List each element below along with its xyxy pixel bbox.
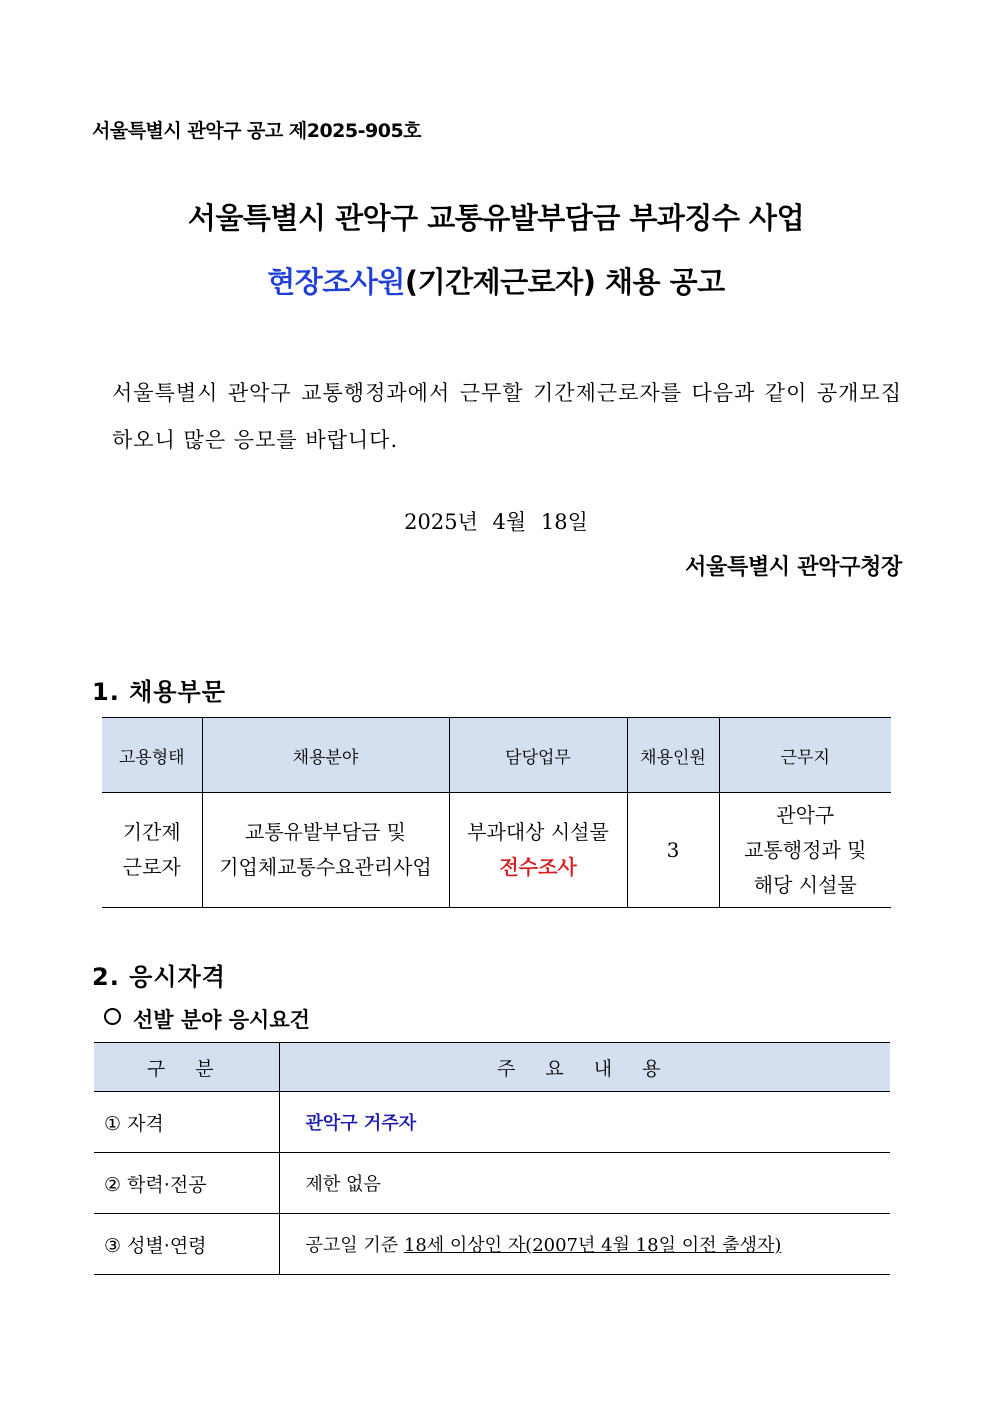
row-key: ③ 성별·연령 (94, 1214, 279, 1275)
title-rest: (기간제근로자) 채용 공고 (404, 265, 725, 299)
row-value (279, 1214, 890, 1275)
table-row (94, 1153, 890, 1214)
intro-paragraph: 서울특별시 관악구 교통행정과에서 근무할 기간제근로자를 다음과 같이 공개모집하오니 많은 응모를 바랍니다. (112, 381, 902, 452)
title-highlight: 현장조사원 (267, 265, 405, 299)
recruitment-table (102, 717, 891, 908)
header-duty: 담당업무 (449, 718, 627, 793)
page-title-line2 (0, 260, 992, 301)
issuer: 서울특별시 관악구청장 (685, 555, 902, 580)
cell-text: 근로자 (122, 855, 181, 879)
qualification-value: 관악구 거주자 (305, 1113, 417, 1134)
cell-text: 관악구 (776, 802, 835, 827)
page-title-line1: 서울특별시 관악구 교통유발부담금 부과징수 사업 (187, 201, 805, 235)
row-key: ② 학력·전공 (94, 1153, 279, 1214)
header-field: 채용분야 (202, 718, 449, 793)
section1-heading: 1. 채용부문 (92, 678, 226, 706)
duty-highlight: 전수조사 (499, 855, 577, 879)
table-header-row (94, 1043, 890, 1092)
header-workplace: 근무지 (719, 718, 891, 793)
notice-date: 2025년 4월 18일 (404, 510, 588, 534)
cell-text: 교통유발부담금 및 (245, 820, 406, 844)
qualification-table (94, 1042, 890, 1275)
cell-employment-type (102, 793, 202, 908)
section2-heading: 2. 응시자격 (92, 963, 226, 991)
header-count: 채용인원 (627, 718, 719, 793)
subheading (104, 1004, 310, 1034)
cell-text: 해당 시설물 (753, 872, 857, 897)
cell-duty (449, 793, 627, 908)
cell-count: 3 (627, 793, 719, 908)
cell-field (202, 793, 449, 908)
table-row (102, 793, 891, 908)
subheading-text: 선발 분야 응시요건 (133, 1007, 310, 1032)
header-category: 구 분 (94, 1043, 279, 1092)
table-row (94, 1214, 890, 1275)
row-key: ① 자격 (94, 1092, 279, 1153)
cell-text: 부과대상 시설물 (467, 820, 609, 844)
cell-text: 기간제 (122, 820, 181, 844)
cell-workplace (719, 793, 891, 908)
notice-number: 서울특별시 관악구 공고 제2025-905호 (92, 120, 422, 142)
table-row (94, 1092, 890, 1153)
cell-text: 기업체교통수요관리사업 (219, 855, 432, 879)
header-employment-type: 고용형태 (102, 718, 202, 793)
circle-bullet-icon (104, 1008, 121, 1025)
table-header-row (102, 718, 891, 793)
cell-text: 교통행정과 및 (744, 837, 867, 862)
header-content: 주 요 내 용 (279, 1043, 890, 1092)
age-requirement: 18세 이상인 자(2007년 4월 18일 이전 출생자) (403, 1235, 782, 1256)
age-prefix: 공고일 기준 (305, 1235, 404, 1256)
row-value: 제한 없음 (279, 1153, 890, 1214)
row-value (279, 1092, 890, 1153)
